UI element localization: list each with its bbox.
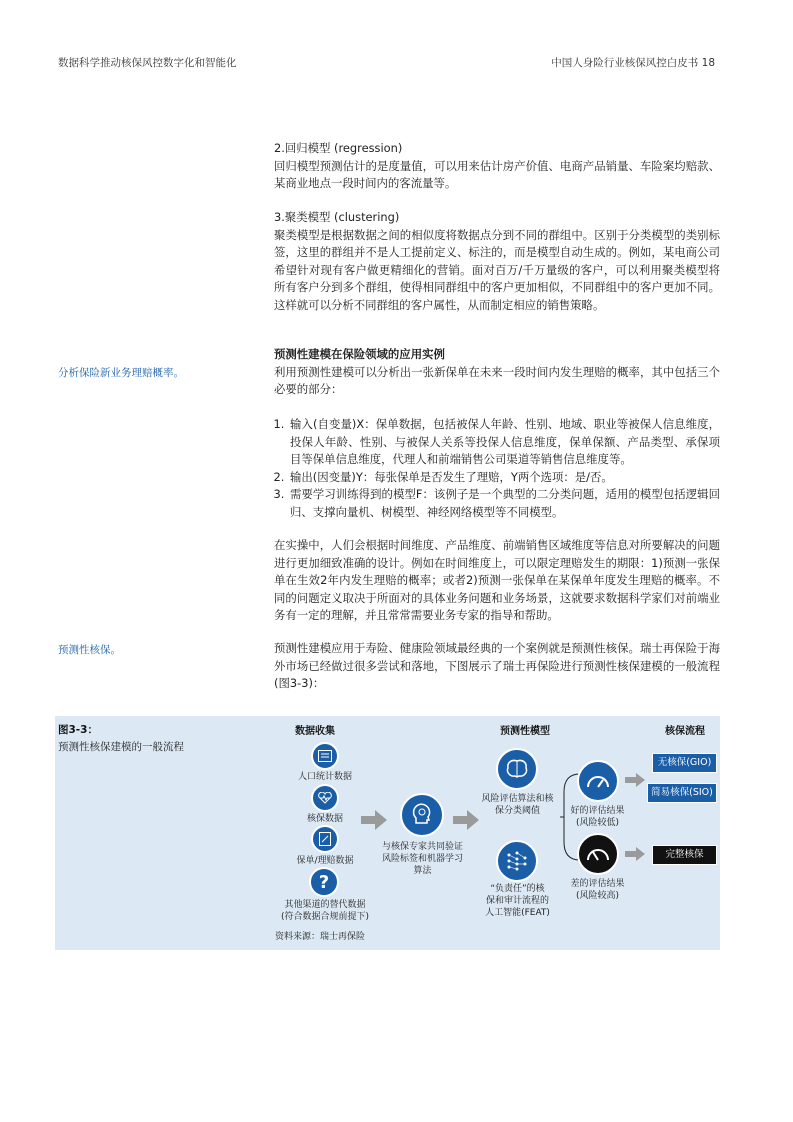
brain-icon <box>496 748 538 790</box>
box-sio: 简易核保(SIO) <box>647 783 717 803</box>
data-label-underwriting: 核保数据 <box>306 814 343 824</box>
column-header-model: 预测性模型 <box>500 726 550 737</box>
heartbeat-icon <box>311 784 339 812</box>
header-right: 中国人身险行业核保风控白皮书 18 <box>551 57 715 69</box>
clustering-heading: 3.聚类模型 (clustering) <box>274 210 400 224</box>
regression-heading: 2.回归模型 (regression) <box>274 141 403 155</box>
regression-text: 回归模型预测估计的是度量值，可以用来估计房产价值、电商产品销量、车险案均赔款、某商业地点一段时间内的客流量等。 <box>274 158 720 191</box>
sidenote-underwriting: 预测性核保。 <box>58 644 121 656</box>
section-regression <box>274 140 720 193</box>
figure-3-3 <box>55 716 720 950</box>
header-left: 数据科学推动核保风控数字化和智能化 <box>58 57 237 69</box>
model-top-label: 风险评估算法和核 保分类阈值 <box>481 794 554 816</box>
sidenote-claims: 分析保险新业务理赔概率。 <box>58 367 184 379</box>
arrow-right-icon <box>625 847 645 861</box>
application-intro: 利用预测性建模可以分析出一张新保单在未来一段时间内发生理赔的概率，其中包括三个必要的部分： <box>274 364 720 397</box>
center-label: 与核保专家共同验证 风险标签和机器学习 算法 <box>381 842 463 876</box>
good-result-label: 好的评估结果 (风险较低) <box>570 806 625 828</box>
column-header-uw: 核保流程 <box>665 726 705 737</box>
figure-source: 资料来源：瑞士再保险 <box>275 932 366 942</box>
data-label-demographics: 人口统计数据 <box>297 772 352 782</box>
brain-head-icon <box>400 793 444 837</box>
practice-text: 在实操中，人们会根据时间维度、产品维度、前端销售区域维度等信息对所要解决的问题进行更加细致准确的设计。例如在时间维度上，可以限定理赔发生的期限：1)预测一张保单在生效2年内发生理赔的概率；或者2)预测一张保单在某保单年度发生理赔的概率。不同的问题定义取决于所面对的具体业务问题和业务场景，这就要求数据科学家们对前端业务有一定的理解，并且常常需要业务专家的指导和帮助。 <box>274 538 720 623</box>
section-clustering <box>274 209 720 315</box>
underwriting-text: 预测性建模应用于寿险、健康险领域最经典的一个案例就是预测性核保。瑞士再保险于海外市场已经做过很多尝试和落地，下图展示了瑞士再保险进行预测性核保建模的一般流程(图3-3)： <box>274 641 720 691</box>
requirements-list <box>274 416 720 522</box>
box-gio: 无核保(GIO) <box>652 753 717 773</box>
model-bottom-label: “负责任”的核 保和审计流程的 人工智能(FEAT) <box>485 884 550 918</box>
figure-caption: 预测性核保建模的一般流程 <box>58 741 184 753</box>
gauge-low-icon <box>577 760 619 802</box>
practice-paragraph <box>274 537 720 625</box>
gauge-high-icon <box>577 833 619 875</box>
list-item: 2. 输出(因变量)Y：每张保单是否发生了理赔，Y两个选项：是/否。 <box>288 469 720 487</box>
neural-network-icon <box>496 840 538 882</box>
figure-label: 图3-3： <box>58 724 98 736</box>
list-item: 1. 输入(自变量)X：保单数据，包括被保人年龄、性别、地域、职业等被保人信息维度，投保人年龄、性别、与被保人关系等投保人信息维度，保单保额、产品类型、承保项目等保单信息维度，代理人和前端销售公司渠道等销售信息维度等。 <box>288 416 720 469</box>
arrow-right-icon <box>361 810 387 830</box>
application-heading: 预测性建模在保险领域的应用实例 <box>274 347 445 361</box>
underwriting-paragraph <box>274 640 720 693</box>
arrow-right-icon <box>625 773 645 787</box>
box-full: 完整核保 <box>652 845 717 865</box>
data-label-policy: 保单/理赔数据 <box>296 856 354 866</box>
bad-result-label: 差的评估结果 (风险较高) <box>570 879 625 901</box>
demographics-icon <box>311 742 339 770</box>
column-header-data: 数据收集 <box>295 726 335 737</box>
list-item: 3. 需要学习训练得到的模型F：该例子是一个典型的二分类问题，适用的模型包括逻辑回归、支撑向量机、树模型、神经网络模型等不同模型。 <box>288 486 720 521</box>
document-icon <box>311 825 339 853</box>
section-application <box>274 346 720 399</box>
question-icon: ? <box>309 867 339 897</box>
data-label-alternative: 其他渠道的替代数据 (符合数据合规前提下) <box>280 900 370 922</box>
clustering-text: 聚类模型是根据数据之间的相似度将数据点分到不同的群组中。区别于分类模型的类别标签，这里的群组并不是人工提前定义、标注的，而是模型自动生成的。例如，某电商公司希望针对现有客户做更精细化的营销。面对百万/千万量级的客户，可以利用聚类模型将所有客户分到多个群组，使得相同群组中的客户更加相似，不同群组中的客户更加不同。这样就可以分析不同群组的客户属性，从而制定相应的销售策略。 <box>274 227 720 312</box>
